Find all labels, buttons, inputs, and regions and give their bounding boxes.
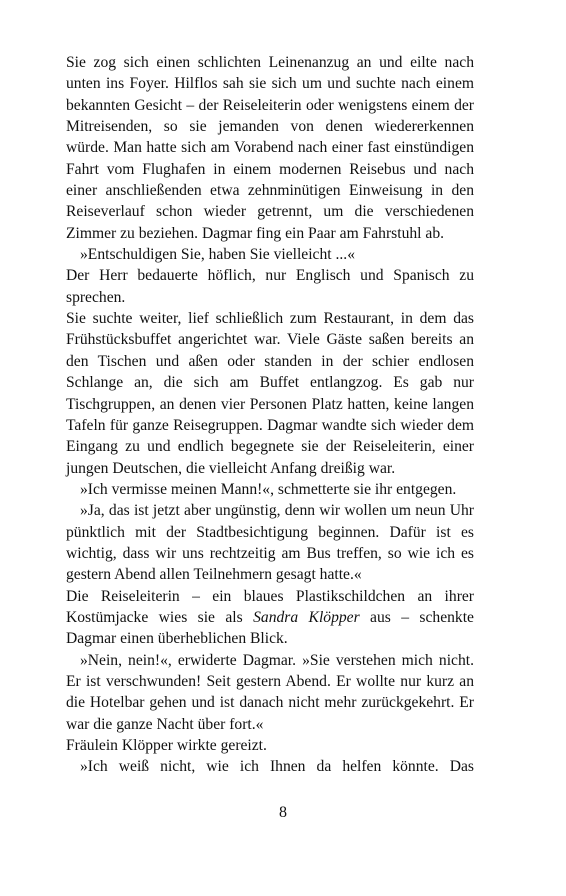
paragraph-7 — [66, 586, 474, 650]
paragraph-2-dialogue: »Entschuldigen Sie, haben Sie vielleicht ...« — [80, 246, 355, 264]
paragraph-7-part-1: Die Reiseleiterin – ein blaues Plastikschildchen an ihrer Kostümjacke wies sie als — [66, 587, 474, 626]
body-text — [66, 52, 474, 778]
paragraph-1: Sie zog sich einen schlichten Leinenanzug an und eilte nach unten ins Foyer. Hilflos sah sie sich um und suchte nach einem bekannten Gesicht – der Reiseleiterin oder wenigstens einem der Mitreisenden, so sie jemanden von denen wiedererkennen würde. Man hatte sich am Vorabend nach einer fast einstündigen Fahrt vom Flughafen in einem modernen Reisebus und nach einer anschließenden etwa zehnminütigen Einweisung in den Reiseverlauf schon wieder getrennt, um die verschiedenen Zimmer zu beziehen. Dagmar fing ein Paar am Fahrstuhl ab. — [66, 54, 474, 242]
paragraph-9: Fräulein Klöpper wirkte gereizt. — [66, 737, 267, 754]
guide-name-italic: Sandra Klöpper — [253, 608, 360, 626]
paragraph-3: Der Herr bedauerte höflich, nur Englisch und Spanisch zu sprechen. — [66, 267, 474, 306]
paragraph-8-dialogue: »Nein, nein!«, erwiderte Dagmar. »Sie verstehen mich nicht. Er ist verschwunden! Seit gestern Abend. Er wollte nur kurz an die Hotelbar gehen und ist danach nicht mehr zurückgekehrt. Er war die ganze Nacht über fort.« — [66, 651, 474, 733]
page-number: 8 — [279, 804, 287, 821]
paragraph-4: Sie suchte weiter, lief schließlich zum Restaurant, in dem das Frühstücksbuffet angerichtet war. Viele Gäste saßen bereits an den Tischen und aßen oder standen in der schier endlosen Schlange an, die sich am Buffet entlangzog. Es gab nur Tischgruppen, an denen vier Personen Platz hatten, keine langen Tafeln für ganze Reisegruppen. Dagmar wandte sich wieder dem Eingang zu und endlich begegnete sie der Reiseleiterin, einer jungen Deutschen, die vielleicht Anfang dreißig war. — [66, 310, 474, 477]
paragraph-6-dialogue: »Ja, das ist jetzt aber ungünstig, denn wir wollen um neun Uhr pünktlich mit der Stadtbesichtigung beginnen. Dafür ist es wichtig, dass wir uns rechtzeitig am Bus treffen, so wie ich es gestern Abend allen Teilnehmern gesagt hatte.« — [66, 502, 474, 584]
paragraph-10-dialogue: »Ich weiß nicht, wie ich Ihnen da helfen könnte. Das — [80, 758, 474, 776]
paragraph-7-part-3: aus – schenkte Dagmar einen überheblichen Blick. — [66, 608, 474, 648]
paragraph-5-dialogue: »Ich vermisse meinen Mann!«, schmetterte sie ihr entgegen. — [80, 480, 457, 498]
